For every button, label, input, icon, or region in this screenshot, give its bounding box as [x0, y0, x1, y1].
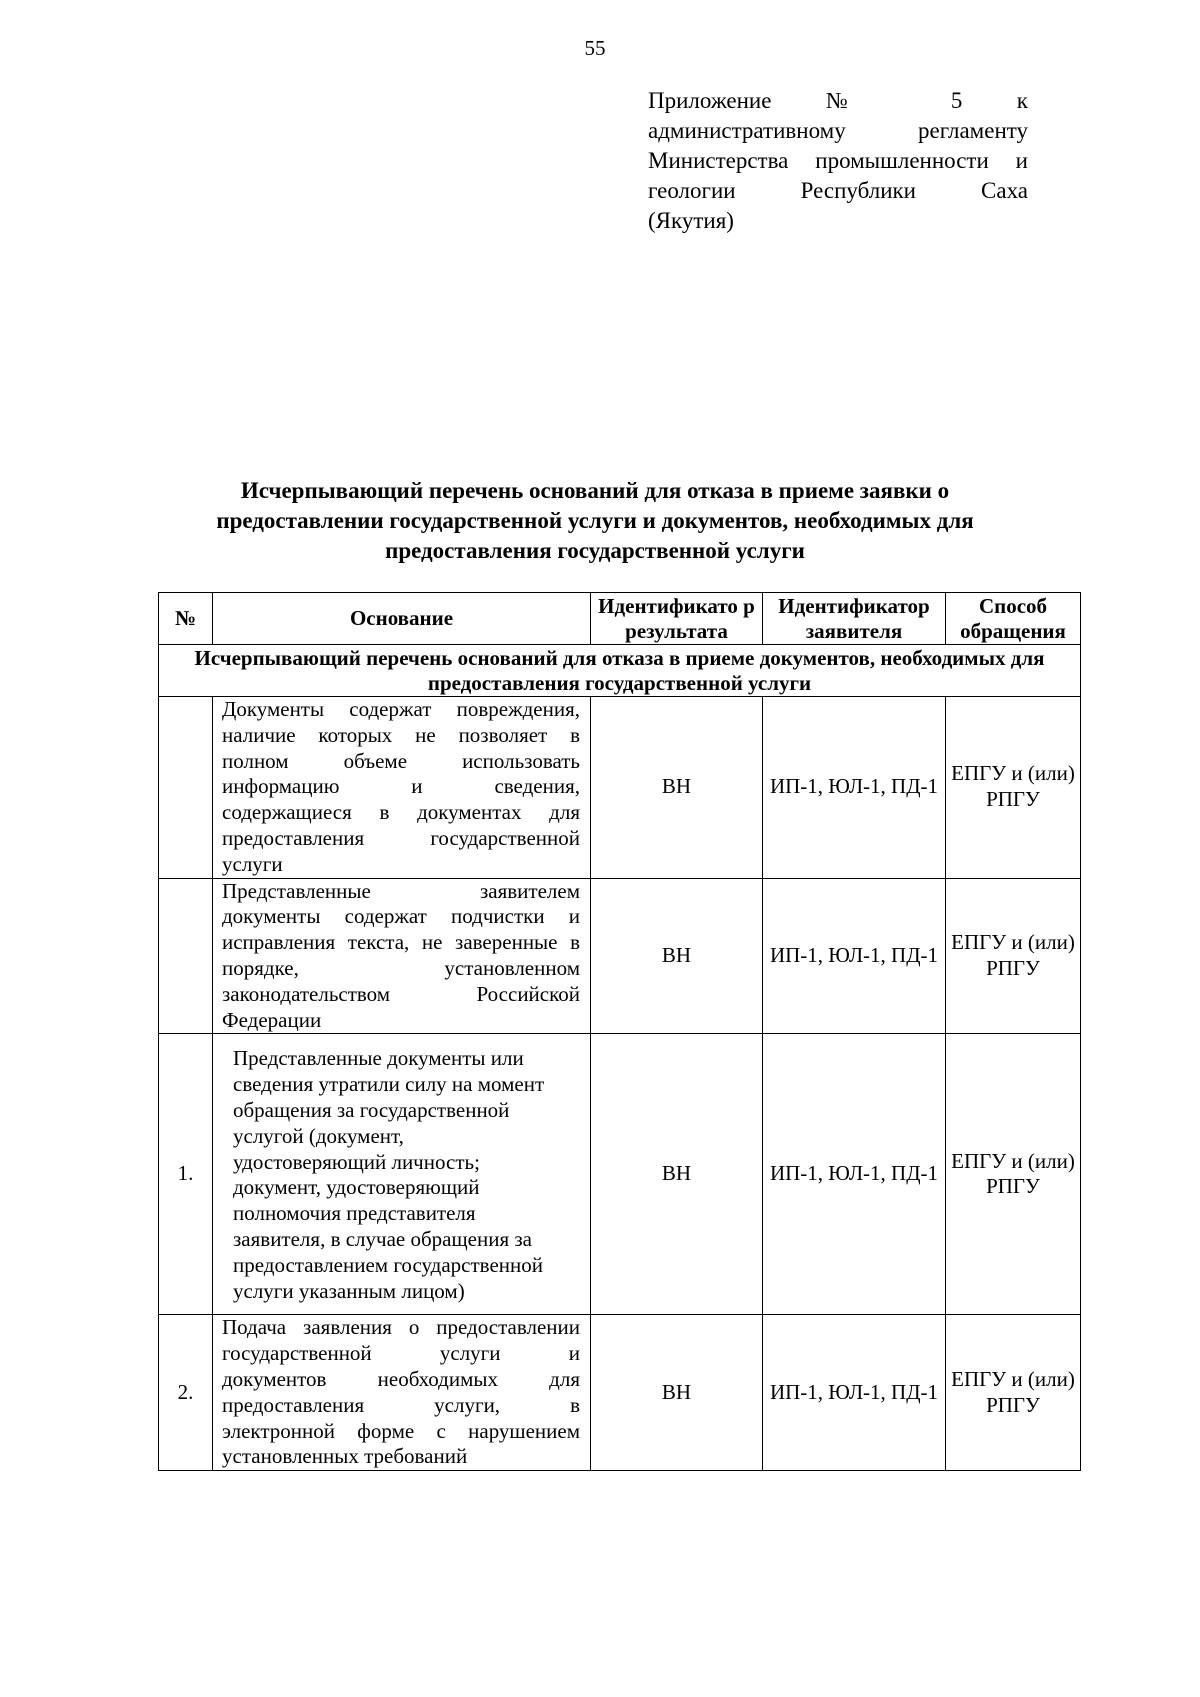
table-row — [159, 1034, 1081, 1315]
title-line: предоставления государственной услуги — [385, 538, 805, 563]
appendix-line: административному регламенту — [648, 118, 1028, 143]
header-applicant-id: Идентификатор заявителя — [763, 593, 946, 645]
row-result-id: ВН — [591, 1315, 763, 1471]
basis-line: удостоверяющий личность; — [233, 1149, 480, 1174]
title-line: Исчерпывающий перечень оснований для отказа в приеме заявки о — [240, 478, 950, 503]
row-applicant-id: ИП-1, ЮЛ-1, ПД-1 — [763, 1315, 946, 1471]
row-applicant-id: ИП-1, ЮЛ-1, ПД-1 — [763, 697, 946, 879]
header-result-id: Идентификато р результата — [591, 593, 763, 645]
appendix-line: Приложение № 5 к — [648, 88, 1028, 113]
row-basis — [213, 697, 591, 879]
basis-line: Федерации — [222, 1007, 322, 1032]
basis-line: Представленные заявителем — [222, 878, 580, 903]
header-num: № — [159, 593, 213, 645]
basis-line: наличие которых не позволяет в — [222, 722, 580, 747]
basis-text — [222, 1315, 580, 1470]
basis-line: установленных требований — [222, 1444, 468, 1469]
basis-line: электронной форме с нарушением — [222, 1418, 580, 1443]
row-method: ЕПГУ и (или) РПГУ — [946, 1315, 1081, 1471]
appendix-line: геологии Республики Саха — [648, 178, 1028, 203]
basis-line: информацию и сведения, — [222, 774, 580, 799]
table-row — [159, 697, 1081, 879]
basis-line: государственной услуги и — [222, 1341, 580, 1366]
basis-line: законодательством Российской — [222, 981, 580, 1006]
row-number — [159, 697, 213, 879]
basis-line: предоставления государственной — [222, 825, 580, 850]
basis-line: порядке, установленном — [222, 955, 580, 980]
table-row — [159, 1315, 1081, 1471]
basis-line: документ, удостоверяющий — [233, 1175, 480, 1200]
table-header-row — [159, 593, 1081, 645]
title-line: предоставлении государственной услуги и документов, необходимых для — [216, 508, 974, 533]
appendix-line: (Якутия) — [648, 208, 734, 233]
basis-text — [222, 697, 580, 878]
basis-line: предоставления услуги, в — [222, 1392, 580, 1417]
row-applicant-id: ИП-1, ЮЛ-1, ПД-1 — [763, 1034, 946, 1315]
basis-line: предоставлением государственной — [233, 1252, 544, 1277]
appendix-line: Министерства промышленности и — [648, 148, 1028, 173]
basis-line: Документы содержат повреждения, — [222, 697, 580, 721]
basis-line: документов необходимых для — [222, 1366, 580, 1391]
section-heading: Исчерпывающий перечень оснований для отказа в приеме документов, необходимых для предоставления государственной услуги — [159, 645, 1081, 697]
row-method: ЕПГУ и (или) РПГУ — [946, 878, 1081, 1034]
row-result-id: ВН — [591, 878, 763, 1034]
header-basis: Основание — [213, 593, 591, 645]
basis-line: Подача заявления о предоставлении — [222, 1315, 580, 1340]
basis-line: документы содержат подчистки и — [222, 904, 580, 929]
row-basis — [213, 1034, 591, 1315]
appendix-note — [648, 86, 1028, 236]
basis-line: услуги указанным лицом) — [233, 1278, 465, 1303]
basis-line: полном объеме использовать — [222, 748, 580, 773]
basis-text — [233, 1046, 580, 1304]
basis-line: сведения утратили силу на момент — [233, 1072, 545, 1097]
row-basis — [213, 1315, 591, 1471]
row-applicant-id: ИП-1, ЮЛ-1, ПД-1 — [763, 878, 946, 1034]
basis-line: содержащиеся в документах для — [222, 800, 580, 825]
basis-line: исправления текста, не заверенные в — [222, 930, 580, 955]
section-row — [159, 645, 1081, 697]
basis-line: услуги — [222, 851, 283, 876]
table-row — [159, 878, 1081, 1034]
page-number: 55 — [584, 36, 606, 60]
row-number: 2. — [159, 1315, 213, 1471]
row-method: ЕПГУ и (или) РПГУ — [946, 1034, 1081, 1315]
document-title — [150, 476, 1040, 566]
basis-line: Представленные документы или — [233, 1046, 524, 1071]
basis-line: услугой (документ, — [233, 1123, 404, 1148]
row-number — [159, 878, 213, 1034]
basis-line: заявителя, в случае обращения за — [233, 1226, 532, 1251]
grounds-table — [158, 592, 1081, 1471]
row-method: ЕПГУ и (или) РПГУ — [946, 697, 1081, 879]
header-method: Способ обращения — [946, 593, 1081, 645]
row-number: 1. — [159, 1034, 213, 1315]
row-result-id: ВН — [591, 1034, 763, 1315]
basis-line: полномочия представителя — [233, 1201, 476, 1226]
basis-text — [222, 879, 580, 1034]
row-basis — [213, 878, 591, 1034]
row-result-id: ВН — [591, 697, 763, 879]
basis-line: обращения за государственной — [233, 1097, 510, 1122]
